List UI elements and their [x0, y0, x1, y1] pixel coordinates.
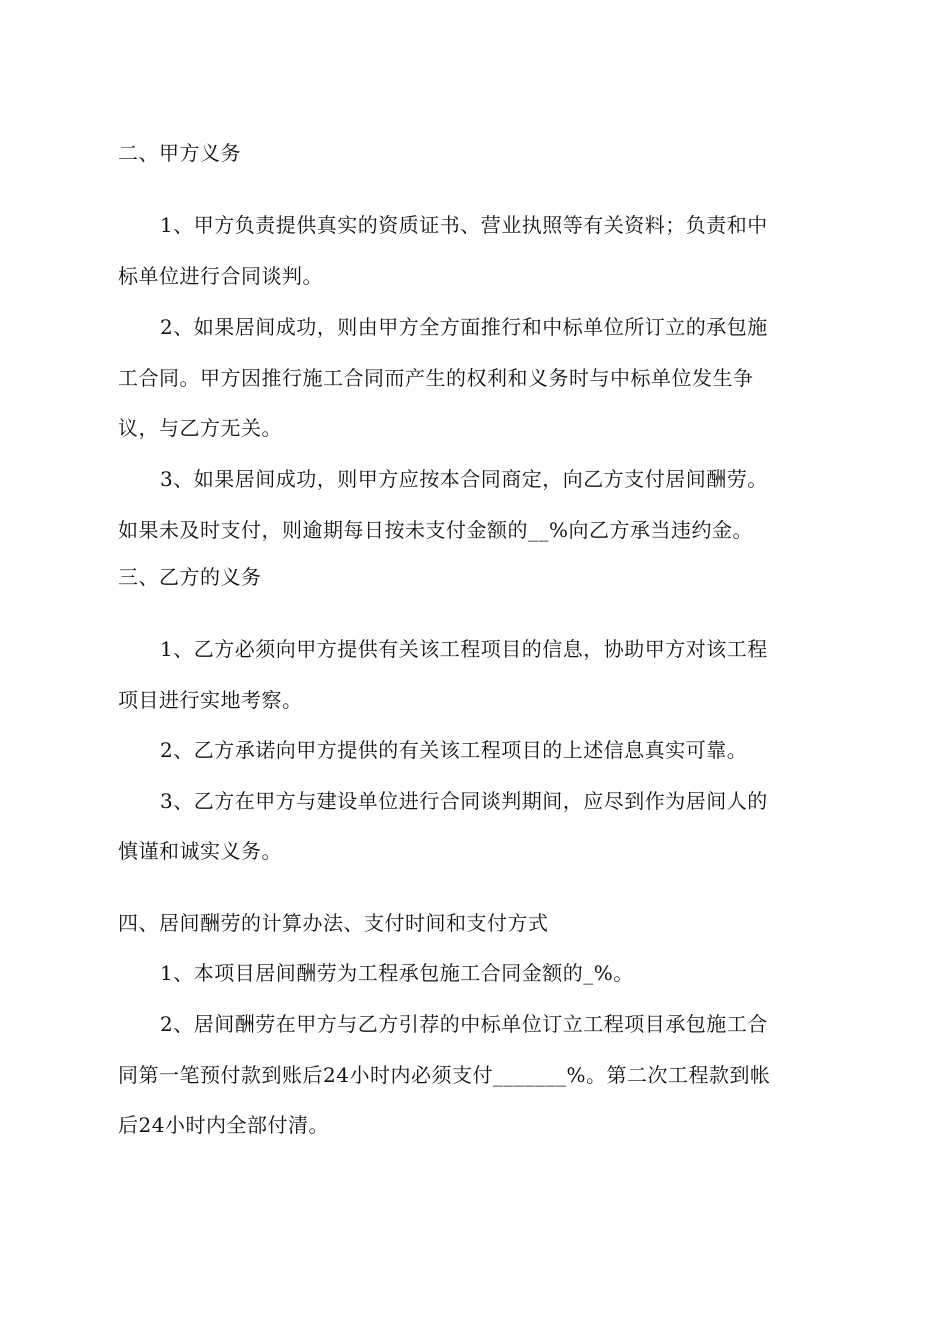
paragraph-text: 1、本项目居间酬劳为工程承包施工合同金额的_%。: [160, 961, 634, 985]
section-heading-commission: 四、居间酬劳的计算办法、支付时间和支付方式: [118, 911, 549, 935]
paragraph-text: 慎谨和诚实义务。: [118, 839, 282, 863]
paragraph-text: 1、甲方负责提供真实的资质证书、营业执照等有关资料；负责和中: [160, 213, 768, 237]
paragraph-text: 3、如果居间成功，则甲方应按本合同商定，向乙方支付居间酬劳。: [160, 467, 768, 491]
section-heading-obligations-party-b: 三、乙方的义务: [118, 565, 262, 589]
paragraph-text: 工合同。甲方因推行施工合同而产生的权利和义务时与中标单位发生争: [118, 366, 754, 390]
paragraph-text: 后24小时内全部付清。: [118, 1113, 329, 1137]
paragraph-text: 2、乙方承诺向甲方提供的有关该工程项目的上述信息真实可靠。: [160, 738, 748, 762]
paragraph-text: 2、居间酬劳在甲方与乙方引荐的中标单位订立工程项目承包施工合: [160, 1012, 768, 1036]
paragraph-text: 项目进行实地考察。: [118, 688, 303, 712]
paragraph-text: 同第一笔预付款到账后24小时内必须支付_______%。第二次工程款到帐: [118, 1063, 771, 1087]
paragraph-text: 3、乙方在甲方与建设单位进行合同谈判期间，应尽到作为居间人的: [160, 789, 768, 813]
paragraph-text: 2、如果居间成功，则由甲方全方面推行和中标单位所订立的承包施: [160, 315, 768, 339]
paragraph-text: 如果未及时支付，则逾期每日按未支付金额的__%向乙方承当违约金。: [118, 518, 754, 542]
paragraph-text: 议，与乙方无关。: [118, 416, 282, 440]
paragraph-text: 标单位进行合同谈判。: [118, 264, 323, 288]
paragraph-text: 1、乙方必须向甲方提供有关该工程项目的信息，协助甲方对该工程: [160, 637, 768, 661]
section-heading-obligations-party-a: 二、甲方义务: [118, 141, 241, 165]
